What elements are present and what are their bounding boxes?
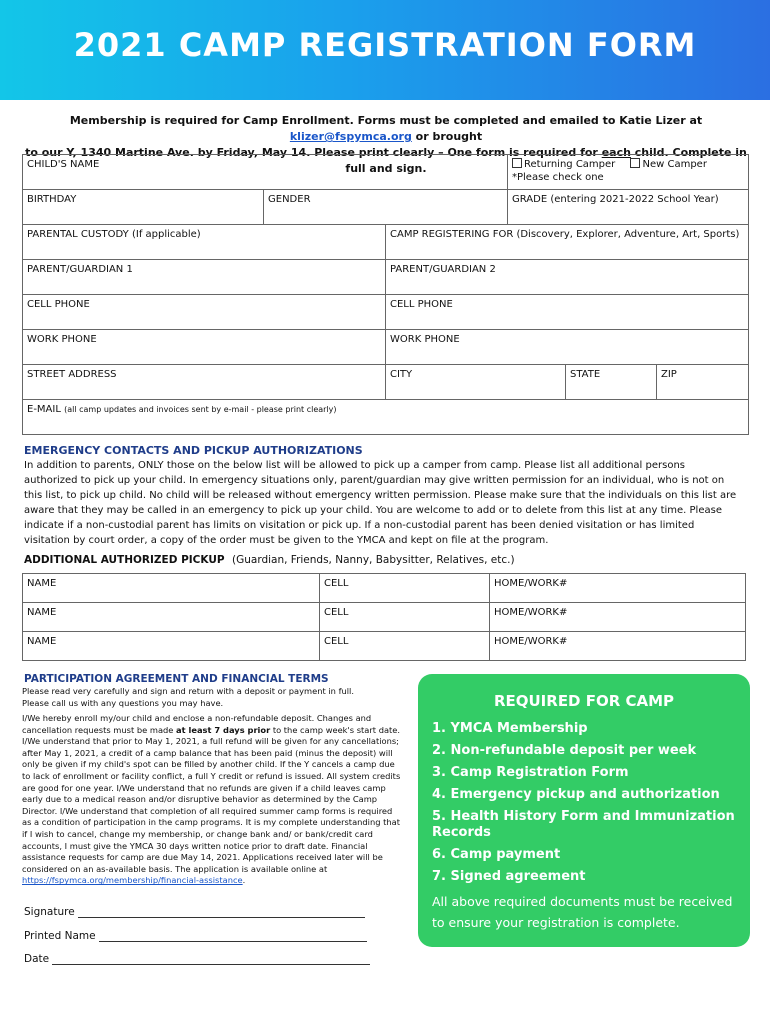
pickup-cell-label: CELL: [324, 636, 349, 647]
pickup-home-2[interactable]: [489, 602, 746, 632]
parent1-label: PARENT/GUARDIAN 1: [27, 264, 133, 275]
required-item: 2. Non-refundable deposit per week: [432, 743, 697, 758]
participation-body-c: .: [242, 875, 246, 886]
pickup-cell-1[interactable]: [319, 573, 490, 603]
gender-field[interactable]: [263, 189, 508, 225]
city-label: CITY: [390, 369, 413, 380]
new-camper-checkbox[interactable]: [630, 158, 640, 168]
returning-camper-label: Returning Camper: [524, 159, 616, 170]
state-label: STATE: [570, 369, 601, 380]
emergency-line: aware that they may be called in an emergency to pick up your child. You are welcome to add or to delete from this list at any time. Please: [24, 505, 722, 516]
signature-row: [24, 906, 365, 918]
required-for-camp-box: [418, 674, 750, 947]
page-header: [0, 0, 770, 100]
printed-name-label: Printed Name: [24, 930, 96, 942]
work-phone-1-field[interactable]: [22, 329, 386, 365]
pickup-name-2[interactable]: [22, 602, 320, 632]
intro-line1: Membership is required for Camp Enrollment. Forms must be completed and emailed to Katie Lizer at: [69, 114, 703, 127]
pickup-home-label: HOME/WORK#: [494, 578, 568, 589]
street-address-label: STREET ADDRESS: [27, 369, 117, 380]
parent2-field[interactable]: [385, 259, 749, 295]
participation-title: PARTICIPATION AGREEMENT AND FINANCIAL TERMS: [24, 673, 329, 685]
date-row: [24, 953, 370, 965]
intro-line1-end: or brought: [411, 130, 483, 143]
pickup-home-label: HOME/WORK#: [494, 607, 568, 618]
zip-label: ZIP: [661, 369, 677, 380]
required-title: REQUIRED FOR CAMP: [493, 692, 675, 710]
signature-label: Signature: [24, 906, 75, 918]
intro-line2: to our Y, 1340 Martine Ave. by Friday, May 14. Please print clearly – One form is required for: [25, 146, 602, 159]
cell-phone-1-label: CELL PHONE: [27, 299, 90, 310]
pickup-name-label: NAME: [27, 578, 57, 589]
participation-body-b: to the camp week's start date. I/We understand that prior to May 1, 2021, a full refund will be given for any cancellations; after May 1, 2021, a credit of a camp balance that has been paid (minus the deposit) will only be given if my child's spot can be filled by another child. If the Y cancels a camp due to lack of enrollment or facility conflict, a full Y credit or refund is issued. All system credits are good for one year. I/We understand that no refunds are given if a child leaves camp early due to a medical reason and/or disruptive behavior as determined by the Camp Director. I/We understand that completion of all required summer camp forms is required as a condition of participation in the camp programs. It is my complete understanding that if I wish to cancel, change my membership, or change bank and/ or bank/credit card accounts, I must give the YMCA 30 days written notice prior to draft date. Financial assistance requests for camp are due May 14, 2021. Applications received later will be considered on an as-available basis. The application is available online at: [22, 724, 401, 874]
pickup-name-3[interactable]: [22, 631, 320, 661]
zip-field[interactable]: [656, 364, 749, 400]
gender-label: GENDER: [268, 194, 311, 205]
emergency-title: EMERGENCY CONTACTS AND PICKUP AUTHORIZATIONS: [24, 444, 363, 457]
childs-name-label: CHILD'S NAME: [27, 159, 100, 170]
new-camper-option[interactable]: [630, 159, 706, 170]
parent2-label: PARENT/GUARDIAN 2: [390, 264, 496, 275]
parental-custody-label: PARENTAL CUSTODY (If applicable): [27, 229, 201, 240]
pickup-cell-label: CELL: [324, 578, 349, 589]
new-camper-label: New Camper: [642, 159, 707, 170]
parent1-field[interactable]: [22, 259, 386, 295]
participation-intro: [22, 686, 404, 709]
pickup-home-label: HOME/WORK#: [494, 636, 568, 647]
pickup-note: (Guardian, Friends, Nanny, Babysitter, Relatives, etc.): [232, 554, 515, 566]
required-item: 6. Camp payment: [432, 847, 561, 862]
participation-intro-line: Please read very carefully and sign and return with a deposit or payment in full.: [22, 686, 355, 696]
intro-line2-end: child. Complete in full and sign.: [345, 146, 747, 175]
printed-name-line[interactable]: [99, 931, 367, 942]
cell-phone-2-field[interactable]: [385, 294, 749, 330]
printed-name-row: [24, 930, 367, 942]
financial-assistance-link[interactable]: https://fspymca.org/membership/financial-assistance: [22, 875, 243, 886]
pickup-label: ADDITIONAL AUTHORIZED PICKUP: [24, 554, 225, 566]
emergency-line: In addition to parents, ONLY those on the below list will be allowed to pick up a camper from camp. Please list all additional persons: [24, 460, 685, 471]
participation-body: [22, 713, 404, 887]
returning-camper-checkbox[interactable]: [512, 158, 522, 168]
participation-intro-line: Please call us with any questions you may have.: [22, 697, 224, 708]
birthday-field[interactable]: [22, 189, 264, 225]
returning-camper-option[interactable]: [512, 159, 615, 170]
email-link[interactable]: klizer@fspymca.org: [289, 130, 412, 143]
cell-phone-2-label: CELL PHONE: [390, 299, 453, 310]
pickup-home-3[interactable]: [489, 631, 746, 661]
pickup-name-label: NAME: [27, 636, 57, 647]
required-item: 1. YMCA Membership: [432, 721, 588, 736]
pickup-cell-3[interactable]: [319, 631, 490, 661]
required-list: [432, 721, 742, 891]
camp-registering-label: CAMP REGISTERING FOR (Discovery, Explorer, Adventure, Art, Sports): [390, 229, 740, 240]
grade-field[interactable]: [507, 189, 749, 225]
required-item: 3. Camp Registration Form: [432, 765, 629, 780]
parental-custody-field[interactable]: [22, 224, 386, 260]
required-item: 7. Signed agreement: [432, 869, 586, 884]
street-address-field[interactable]: [22, 364, 386, 400]
signature-line[interactable]: [78, 907, 365, 918]
required-item: 5. Health History Form and Immunization Records: [432, 809, 735, 840]
city-field[interactable]: [385, 364, 566, 400]
email-label: E-MAIL: [27, 404, 61, 415]
required-note: All above required documents must be received to ensure your registration is complete.: [432, 894, 733, 930]
date-label: Date: [24, 953, 50, 965]
page-title: 2021 CAMP REGISTRATION FORM: [73, 26, 697, 64]
emergency-line: authorized to pick up your child. In emergency situations only, parent/guardian may give written permission for an individual, who is not on: [24, 475, 725, 486]
work-phone-2-label: WORK PHONE: [390, 334, 460, 345]
participation-body-a: I/We hereby enroll my/our child and enclose a non-refundable deposit. Changes and cancellation requests must be made: [22, 713, 372, 735]
intro-each: each: [601, 146, 631, 159]
email-field[interactable]: [22, 399, 749, 435]
pickup-name-label: NAME: [27, 607, 57, 618]
emergency-paragraph: [24, 458, 748, 548]
date-line[interactable]: [52, 954, 370, 965]
emergency-line: visitation by court order, a copy of the order must be given to the YMCA and kept on file at the program.: [24, 535, 549, 546]
emergency-line: this list, to pick up child. No child will be released without emergency written permission. Please make sure that the individuals on this list are: [24, 490, 737, 501]
grade-label: GRADE (entering 2021-2022 School Year): [512, 194, 719, 205]
camper-type-field: [507, 154, 749, 190]
camp-registering-field[interactable]: [385, 224, 749, 260]
required-item: 4. Emergency pickup and authorization: [432, 787, 720, 802]
work-phone-1-label: WORK PHONE: [27, 334, 97, 345]
work-phone-2-field[interactable]: [385, 329, 749, 365]
pickup-cell-label: CELL: [324, 607, 349, 618]
email-note: (all camp updates and invoices sent by e-mail - please print clearly): [64, 405, 337, 414]
birthday-label: BIRTHDAY: [27, 194, 77, 205]
cell-phone-1-field[interactable]: [22, 294, 386, 330]
pickup-home-1[interactable]: [489, 573, 746, 603]
participation-body-bold: at least 7 days prior: [176, 724, 271, 735]
pickup-cell-2[interactable]: [319, 602, 490, 632]
emergency-line: indicate if a non-custodial parent has limits on visitation or pick up. If a non-custodial parent has been denied visitation or has limited: [24, 520, 695, 531]
childs-name-field[interactable]: [22, 154, 508, 190]
please-check-note: *Please check one: [512, 172, 604, 183]
state-field[interactable]: [565, 364, 657, 400]
pickup-name-1[interactable]: [22, 573, 320, 603]
